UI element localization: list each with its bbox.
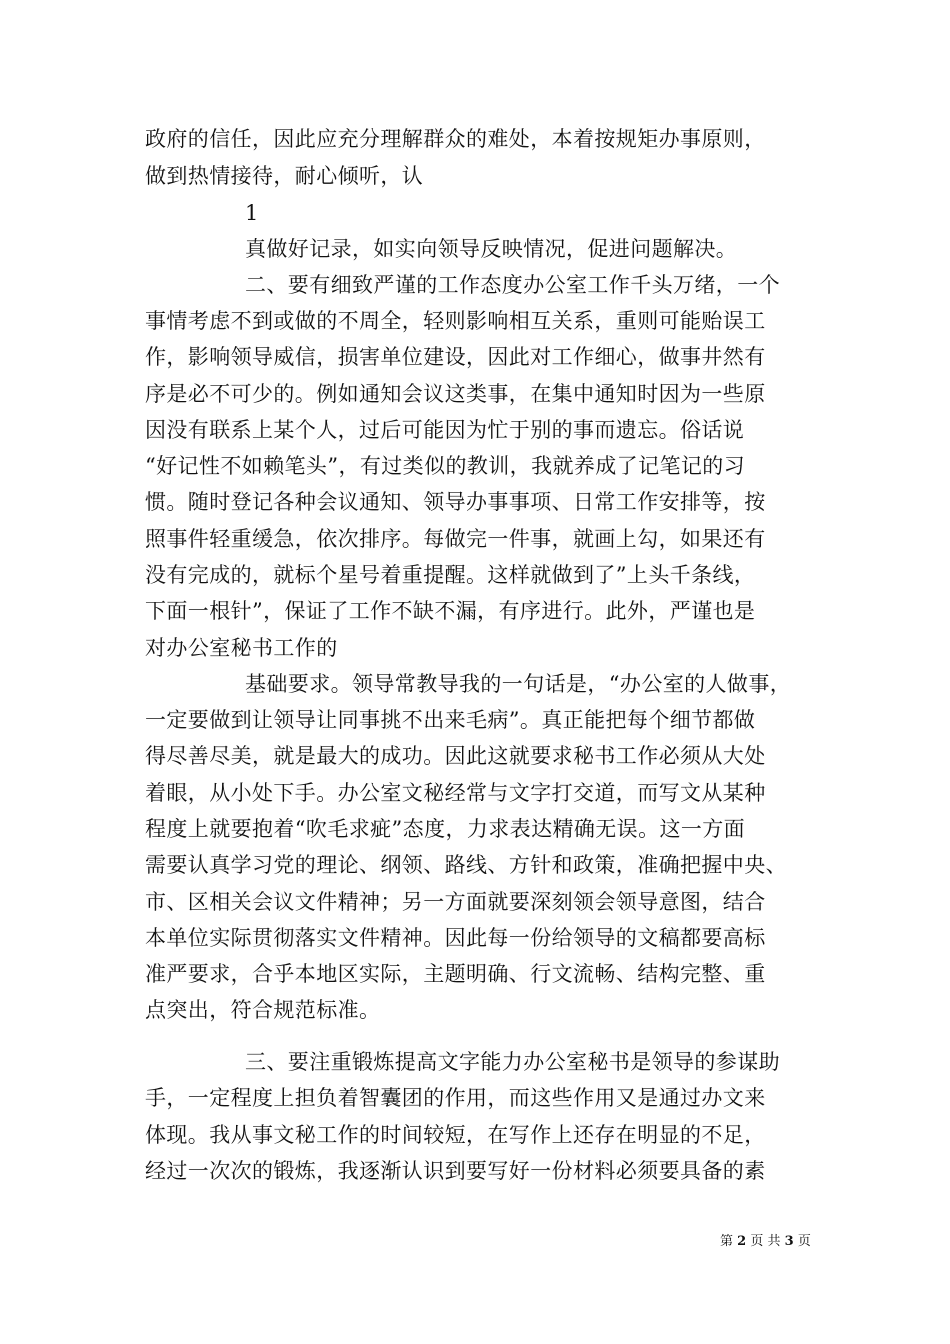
footer-middle: 页 共 [750,1234,781,1249]
text-line: 真做好记录，如实向领导反映情况，促进问题解决。 [245,237,738,261]
text-line: 体现。我从事文秘工作的时间较短，在写作上还存在明显的不足， [145,1123,766,1147]
text-line: 得尽善尽美，就是最大的成功。因此这就要求秘书工作必须从大处 [145,744,766,768]
text-line: 点突出，符合规范标准。 [145,998,381,1022]
paragraph-start-line: 三、要注重锻炼提高文字能力办公室秘书是领导的参谋助 [245,1050,780,1074]
text-line: 因没有联系上某个人，过后可能因为忙于别的事而遗忘。俗话说 [145,418,745,442]
footer-suffix: 页 [797,1234,811,1249]
text-line: 准严要求，合乎本地区实际，主题明确、行文流畅、结构完整、重 [145,962,766,986]
text-line: “好记性不如赖笔头”，有过类似的教训，我就养成了记笔记的习 [145,454,746,478]
text-line: 市、区相关会议文件精神；另一方面就要深刻领会领导意图，结合 [145,890,766,914]
paragraph-start-line: 基础要求。领导常教导我的一句话是，“办公室的人做事， [245,672,792,696]
text-line: 经过一次次的锻炼，我逐渐认识到要写好一份材料必须要具备的素 [145,1159,766,1183]
text-line: 一定要做到让领导让同事挑不出来毛病”。真正能把每个细节都做 [145,708,756,732]
page-footer [720,1233,811,1251]
paragraph-start-line: 二、要有细致严谨的工作态度办公室工作千头万绪，一个 [245,273,780,297]
text-line: 序是必不可少的。例如通知会议这类事，在集中通知时因为一些原 [145,382,766,406]
text-line: 作，影响领导威信，损害单位建设，因此对工作细心，做事井然有 [145,345,766,369]
total-page-number: 3 [784,1234,794,1249]
text-line: 惯。随时登记各种会议通知、领导办事事项、日常工作安排等，按 [145,490,766,514]
text-line: 照事件轻重缓急，依次排序。每做完一件事，就画上勾，如果还有 [145,527,766,551]
footer-prefix: 第 [720,1234,734,1249]
current-page-number: 2 [737,1234,747,1249]
text-line: 下面一根针”，保证了工作不缺不漏，有序进行。此外，严谨也是 [145,599,756,623]
text-line: 本单位实际贯彻落实文件精神。因此每一份给领导的文稿都要高标 [145,926,766,950]
text-line: 对办公室秘书工作的 [145,636,338,660]
text-line: 着眼，从小处下手。办公室文秘经常与文字打交道，而写文从某种 [145,781,766,805]
text-line: 做到热情接待，耐心倾听，认 [145,164,424,188]
text-line: 事情考虑不到或做的不周全，轻则影响相互关系，重则可能贻误工 [145,309,766,333]
text-line: 需要认真学习党的理论、纲领、路线、方针和政策，准确把握中央、 [145,853,787,877]
text-line: 政府的信任，因此应充分理解群众的难处，本着按规矩办事原则， [145,127,766,151]
text-line: 没有完成的，就标个星号着重提醒。这样就做到了”上头千条线， [145,563,756,587]
text-line: 手，一定程度上担负着智囊团的作用，而这些作用又是通过办文来 [145,1086,766,1110]
page-marker: 1 [245,201,259,225]
text-line: 程度上就要抱着“吹毛求疵”态度，力求表达精确无误。这一方面 [145,817,746,841]
